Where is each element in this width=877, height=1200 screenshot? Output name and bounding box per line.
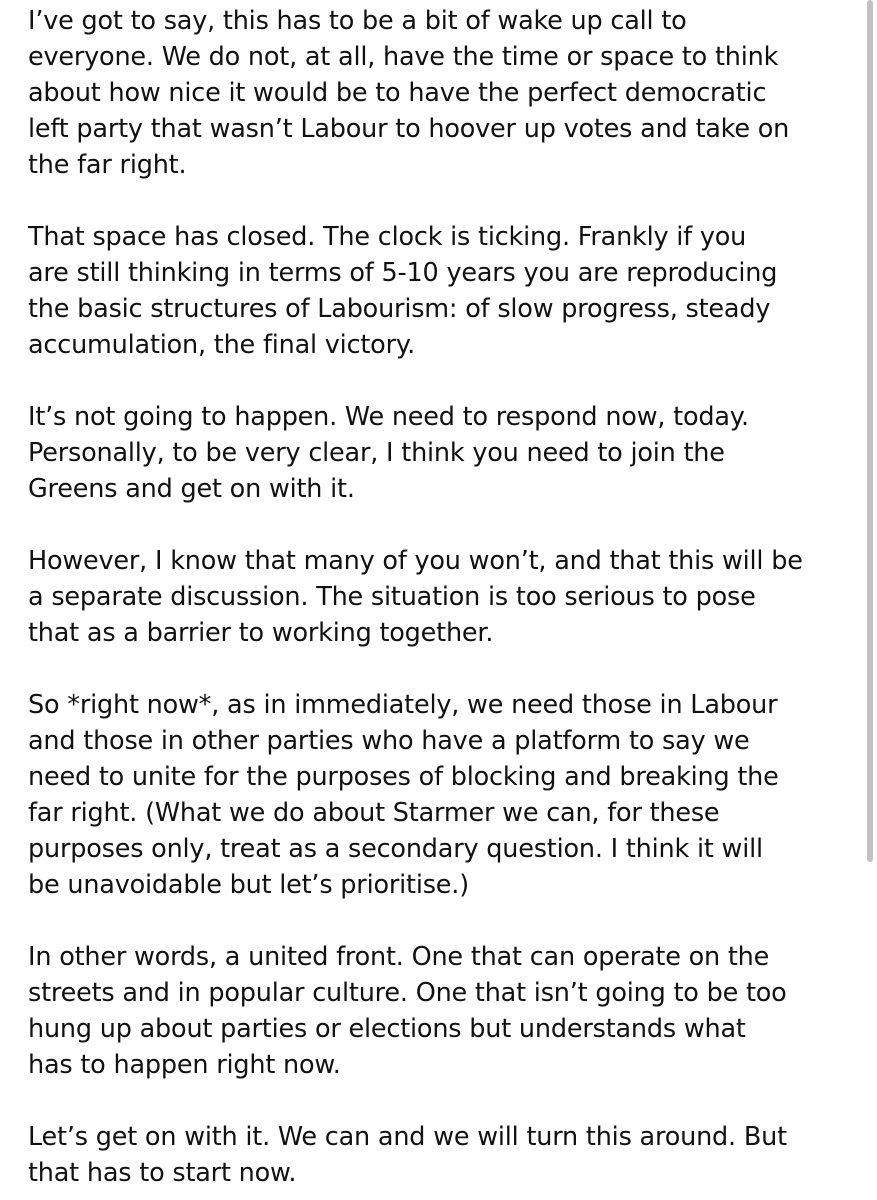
paragraph-gap [28, 903, 854, 939]
text-line: are still thinking in terms of 5-10 years you are reproducing [28, 258, 778, 288]
text-line: It’s not going to happen. We need to respond now, today. [28, 402, 749, 432]
paragraph-gap [28, 363, 854, 399]
text-line: Greens and get on with it. [28, 474, 355, 504]
text-line: the basic structures of Labourism: of slow progress, steady [28, 294, 771, 324]
text-line: hung up about parties or elections but understands what [28, 1014, 746, 1044]
text-line: purposes only, treat as a secondary question. I think it will [28, 834, 763, 864]
text-line: So *right now*, as in immediately, we need those in Labour [28, 690, 778, 720]
text-line: need to unite for the purposes of blocking and breaking the [28, 762, 779, 792]
text-line: has to happen right now. [28, 1050, 341, 1080]
paragraph-6 [28, 939, 854, 1083]
text-line: that has to start now. [28, 1158, 297, 1188]
text-line: accumulation, the final victory. [28, 330, 416, 360]
paragraph-5 [28, 687, 854, 903]
text-line: everyone. We do not, at all, have the time or space to think [28, 42, 779, 72]
text-line: that as a barrier to working together. [28, 618, 494, 648]
text-line: and those in other parties who have a platform to say we [28, 726, 750, 756]
text-line: streets and in popular culture. One that isn’t going to be too [28, 978, 787, 1008]
text-line: However, I know that many of you won’t, and that this will be [28, 546, 803, 576]
text-line: the far right. [28, 150, 187, 180]
text-line: That space has closed. The clock is ticking. Frankly if you [28, 222, 747, 252]
paragraph-gap [28, 507, 854, 543]
text-line: be unavoidable but let’s prioritise.) [28, 870, 469, 900]
text-line: I’ve got to say, this has to be a bit of wake up call to [28, 6, 687, 36]
text-line: Personally, to be very clear, I think you need to join the [28, 438, 725, 468]
text-line: about how nice it would be to have the perfect democratic [28, 78, 767, 108]
vertical-scrollbar[interactable] [863, 0, 877, 1200]
note-body [28, 3, 854, 1191]
paragraph-3 [28, 399, 854, 507]
paragraph-1 [28, 3, 854, 183]
paragraph-gap [28, 183, 854, 219]
paragraph-2 [28, 219, 854, 363]
scrollbar-thumb[interactable] [867, 0, 873, 862]
text-line: far right. (What we do about Starmer we can, for these [28, 798, 720, 828]
text-line: a separate discussion. The situation is too serious to pose [28, 582, 756, 612]
paragraph-gap [28, 651, 854, 687]
paragraph-4 [28, 543, 854, 651]
paragraph-gap [28, 1083, 854, 1119]
paragraph-7 [28, 1119, 854, 1191]
text-line: Let’s get on with it. We can and we will turn this around. But [28, 1122, 787, 1152]
text-line: In other words, a united front. One that can operate on the [28, 942, 770, 972]
text-line: left party that wasn’t Labour to hoover up votes and take on [28, 114, 790, 144]
